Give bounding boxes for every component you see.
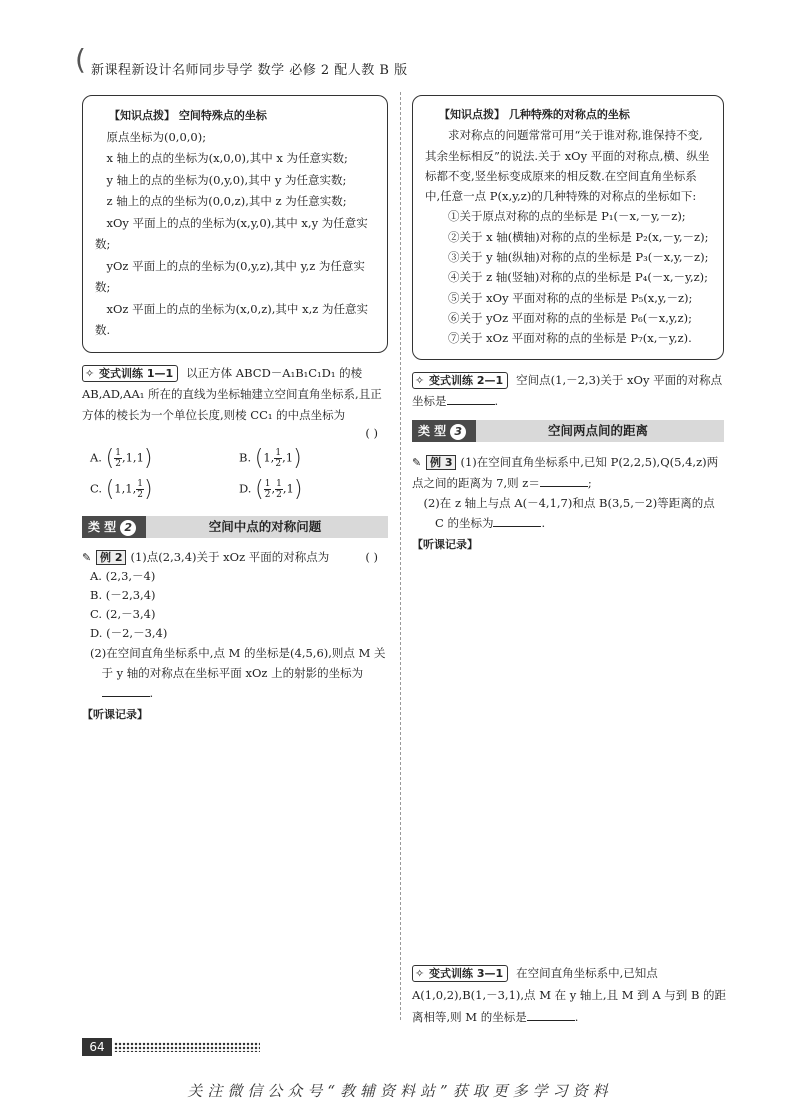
section-type-2	[82, 516, 388, 538]
option-b: B. (－2,3,4)	[90, 587, 156, 602]
option-a: A. (2,3,－4)	[90, 568, 156, 583]
answer-blank[interactable]	[102, 684, 150, 697]
box-intro: 求对称点的问题常常可用“关于谁对称,谁保持不变,其余坐标相反”的说法.关于 xOy 平面的对称点,横、纵坐标都不变,竖坐标变成原来的相反数.在空间直角坐标系中,任意一点 P(x,y,z)的几种特殊的对称点的坐标如下:	[425, 128, 710, 204]
option-c: C. (1,1, $\frac{1}{2}$ )	[90, 476, 153, 502]
example-3-q1: ✎ 例 3 (1)在空间直角坐标系中,已知 P(2,2,5),Q(5,4,z)两点之间的距离为 7,则 z＝ ;	[412, 454, 719, 490]
option-a: A. ( $\frac{1}{2}$ ,1,1)	[90, 445, 153, 471]
exercise-label: ✧ 变式训练 3—1	[412, 965, 508, 982]
box-title: 【知识点拨】 空间特殊点的坐标	[109, 109, 267, 122]
box-item: ①关于原点对称的点的坐标是 P₁(－x,－y,－z);	[448, 209, 686, 224]
example-label: ✎ 例 2	[82, 548, 126, 567]
answer-paren: ( )	[365, 549, 378, 564]
type-badge: 类 型 3	[412, 420, 476, 442]
page-number-bar	[82, 1038, 262, 1060]
exercise-label: ✧ 变式训练 1—1	[82, 365, 178, 382]
box-item: ⑤关于 xOy 平面对称的点的坐标是 P₅(x,y,－z);	[448, 290, 693, 305]
box-item: ⑦关于 xOz 平面对称的点的坐标是 P₇(x,－y,z).	[448, 331, 692, 346]
answer-paren: ( )	[365, 425, 378, 440]
answer-blank[interactable]	[447, 392, 495, 405]
box-title: 【知识点拨】 几种特殊的对称点的坐标	[439, 108, 630, 121]
exercise-3-1: ✧ 变式训练 3—1 在空间直角坐标系中,已知点 A(1,0,2),B(1,－3,1),点 M 在 y 轴上,且 M 到 A 与到 B 的距离相等,则 M 的坐标是 .	[412, 966, 727, 1024]
box-line: xOy 平面上的点的坐标为(x,y,0),其中 x,y 为任意实数;	[95, 215, 368, 251]
box-line: x 轴上的点的坐标为(x,0,0),其中 x 为任意实数;	[106, 151, 348, 165]
option-d: D. ( $\frac{1}{2}$ , $\frac{1}{2}$ ,1)	[239, 476, 303, 502]
box-line: z 轴上的点的坐标为(0,0,z),其中 z 为任意实数;	[106, 194, 347, 208]
pen-icon: ✎	[82, 550, 92, 564]
box-line: xOz 平面上的点的坐标为(x,0,z),其中 x,z 为任意实数.	[95, 301, 368, 337]
exercise-1-1	[82, 363, 388, 502]
page-number: 64	[82, 1038, 112, 1056]
section-type-3	[412, 420, 724, 442]
dot-pattern	[114, 1042, 260, 1052]
box-item: ③关于 y 轴(纵轴)对称的点的坐标是 P₃(－x,y,－z);	[448, 250, 709, 265]
answer-blank[interactable]	[527, 1008, 575, 1021]
knowledge-box-special-points	[82, 95, 388, 353]
box-item: ④关于 z 轴(竖轴)对称的点的坐标是 P₄(－x,－y,z);	[448, 270, 709, 285]
right-column	[412, 95, 724, 555]
box-line: 原点坐标为(0,0,0);	[106, 129, 207, 144]
section-title: 空间两点间的距离	[547, 422, 648, 438]
left-column	[82, 95, 388, 724]
header-title: 新课程新设计名师同步导学 数学 必修 2 配人教 B 版	[91, 63, 408, 78]
choice-options	[90, 446, 388, 502]
example-3	[412, 452, 724, 555]
box-item: ②关于 x 轴(横轴)对称的点的坐标是 P₂(x,－y,－z);	[448, 229, 709, 244]
example-2-q1: (1)点(2,3,4)关于 xOz 平面的对称点为	[130, 549, 330, 564]
box-item: ⑥关于 yOz 平面对称的点的坐标是 P₆(－x,y,z);	[448, 310, 692, 325]
option-d: D. (－2,－3,4)	[90, 625, 168, 640]
exercise-2-1: ✧ 变式训练 2—1 空间点(1,－2,3)关于 xOy 平面的对称点坐标是 .	[412, 372, 723, 408]
option-b: B. (1, $\frac{1}{2}$ ,1)	[239, 445, 302, 471]
type-number: 2	[120, 520, 136, 536]
knowledge-box-symmetric-points	[412, 95, 724, 360]
exercise-label: ✧ 变式训练 2—1	[412, 372, 508, 389]
example-2	[82, 548, 388, 724]
box-line: y 轴上的点的坐标为(0,y,0),其中 y 为任意实数;	[106, 172, 347, 187]
pen-icon: ✎	[412, 455, 422, 469]
section-title: 空间中点的对称问题	[208, 518, 322, 534]
type-badge: 类 型 2	[82, 516, 146, 538]
example-3-q2: (2)在 z 轴上与点 A(－4,1,7)和点 B(3,5,－2)等距离的点 C 的坐标为 .	[423, 495, 715, 530]
star-icon: ✧	[415, 967, 425, 980]
exercise-1-1-text: ✧ 变式训练 1—1 以正方体 ABCD－A₁B₁C₁D₁ 的棱 AB,AD,AA₁ 所在的直线为坐标轴建立空间直角坐标系,且正方体的棱长为一个单位长度,则棱 CC₁ 的中点坐标为	[82, 365, 382, 422]
star-icon: ✧	[415, 373, 425, 387]
example-2-q2: (2)在空间直角坐标系中,点 M 的坐标是(4,5,6),则点 M 关于 y 轴的对称点在坐标平面 xOz 上的射影的坐标为.	[90, 645, 386, 700]
answer-blank[interactable]	[493, 514, 541, 527]
type-number: 3	[450, 424, 466, 440]
box-line: yOz 平面上的点的坐标为(0,y,z),其中 y,z 为任意实数;	[95, 258, 365, 294]
star-icon: ✧	[85, 366, 95, 380]
page-header	[75, 43, 755, 85]
example-label: ✎ 例 3	[412, 453, 456, 473]
column-divider	[400, 92, 401, 1020]
option-c: C. (2,－3,4)	[90, 606, 156, 621]
footer-promo-text: 关注微信公众号“教辅资料站”获取更多学习资料	[187, 1082, 613, 1100]
class-notes-label: 【听课记录】	[82, 707, 148, 721]
header-bracket-icon: (	[75, 43, 86, 76]
answer-blank[interactable]	[540, 474, 588, 487]
class-notes-label: 【听课记录】	[412, 537, 478, 551]
